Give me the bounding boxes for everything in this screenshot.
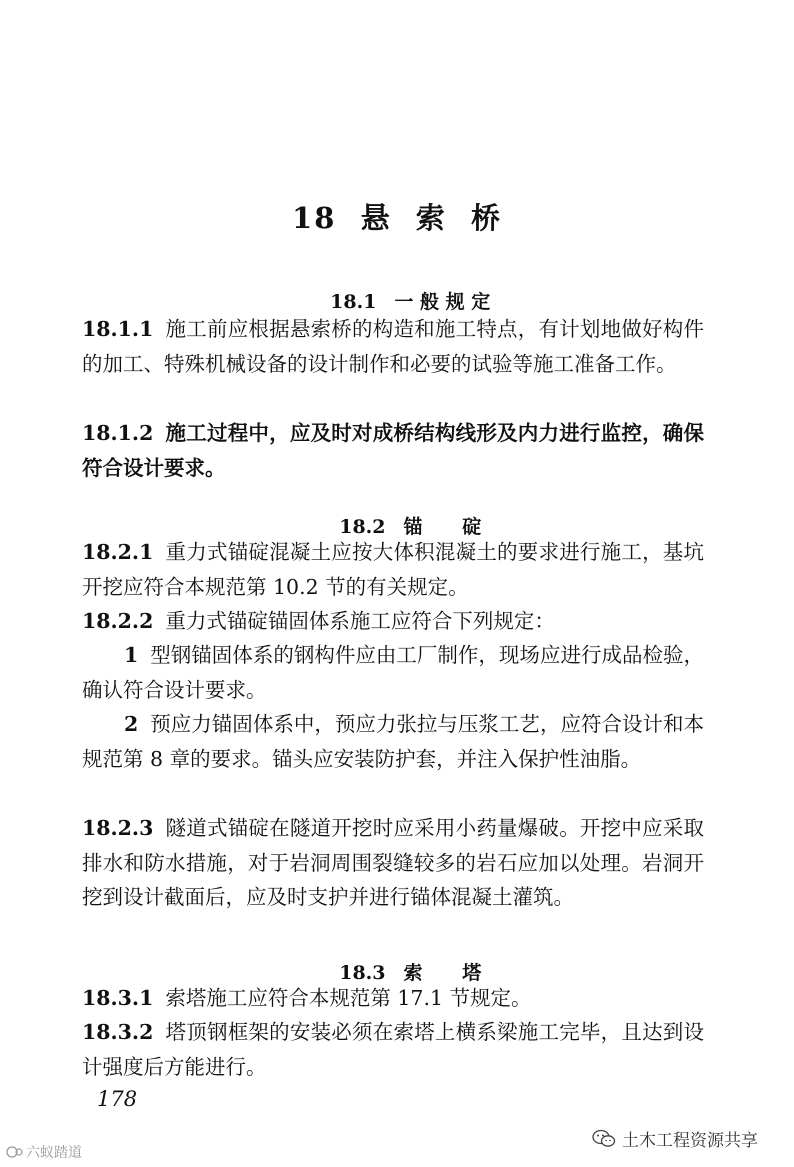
clause [82,535,704,604]
clause-text: 塔顶钢框架的安装必须在索塔上横系梁施工完毕，且达到设计强度后方能进行。 [82,1020,704,1079]
clause [82,312,704,381]
watermark-left [6,1142,82,1162]
watermark-left-text: 六蚁踏道 [26,1145,82,1161]
clause-text: 隧道式锚碇在隧道开挖时应采用小药量爆破。开挖中应采取排水和防水措施，对于岩洞周围裂缝较多的岩石应加以处理。岩洞开挖到设计截面后，应及时支护并进行锚体混凝土灌筑。 [82,816,704,909]
clause-text: 重力式锚碇锚固体系施工应符合下列规定： [165,609,555,633]
clause-number: 18.3.2 [82,1020,154,1044]
clause-text: 施工过程中，应及时对成桥结构线形及内力进行监控，确保符合设计要求。 [82,421,704,480]
clause [82,604,704,639]
item-number: 1 [124,643,139,667]
clause-number: 18.3.1 [82,986,154,1010]
page-number: 178 [97,1087,138,1111]
clause-text: 施工前应根据悬索桥的构造和施工特点，有计划地做好构件的加工、特殊机械设备的设计制作和必要的试验等施工准备工作。 [82,317,704,376]
clause-text: 重力式锚碇混凝土应按大体积混凝土的要求进行施工，基坑开挖应符合本规范第 10.2 节的有关规定。 [82,540,704,599]
clause [82,1015,704,1084]
item-number: 2 [124,712,139,736]
watermark-right-text: 土木工程资源共享 [622,1131,758,1151]
section-title: 一 般 规 定 [394,291,491,313]
list-item [82,707,704,776]
clause-number: 18.2.1 [82,540,154,564]
camera-logo-icon [6,1145,24,1159]
section-title: 索 塔 [403,962,482,984]
clause [82,981,704,1016]
chapter-title: 18 悬 索 桥 [292,201,502,235]
section-number: 18.1 [330,291,377,313]
clause-number: 18.1.2 [82,421,154,445]
clause-text: 索塔施工应符合本规范第 17.1 节规定。 [165,986,532,1010]
clause-number: 18.2.2 [82,609,154,633]
clause [82,811,704,915]
wechat-icon [592,1129,616,1149]
clause-number: 18.2.3 [82,816,154,840]
clause-number: 18.1.1 [82,317,154,341]
clause [82,416,704,485]
section-number: 18.3 [339,962,386,984]
item-text: 预应力锚固体系中，预应力张拉与压浆工艺，应符合设计和本规范第 8 章的要求。锚头应安装防护套，并注入保护性油脂。 [82,712,704,771]
item-text: 型钢锚固体系的钢构件应由工厂制作，现场应进行成品检验，确认符合设计要求。 [82,643,704,702]
section-number: 18.2 [339,516,386,538]
list-item [82,638,704,707]
watermark-right [592,1126,758,1151]
section-title: 锚 碇 [403,516,482,538]
